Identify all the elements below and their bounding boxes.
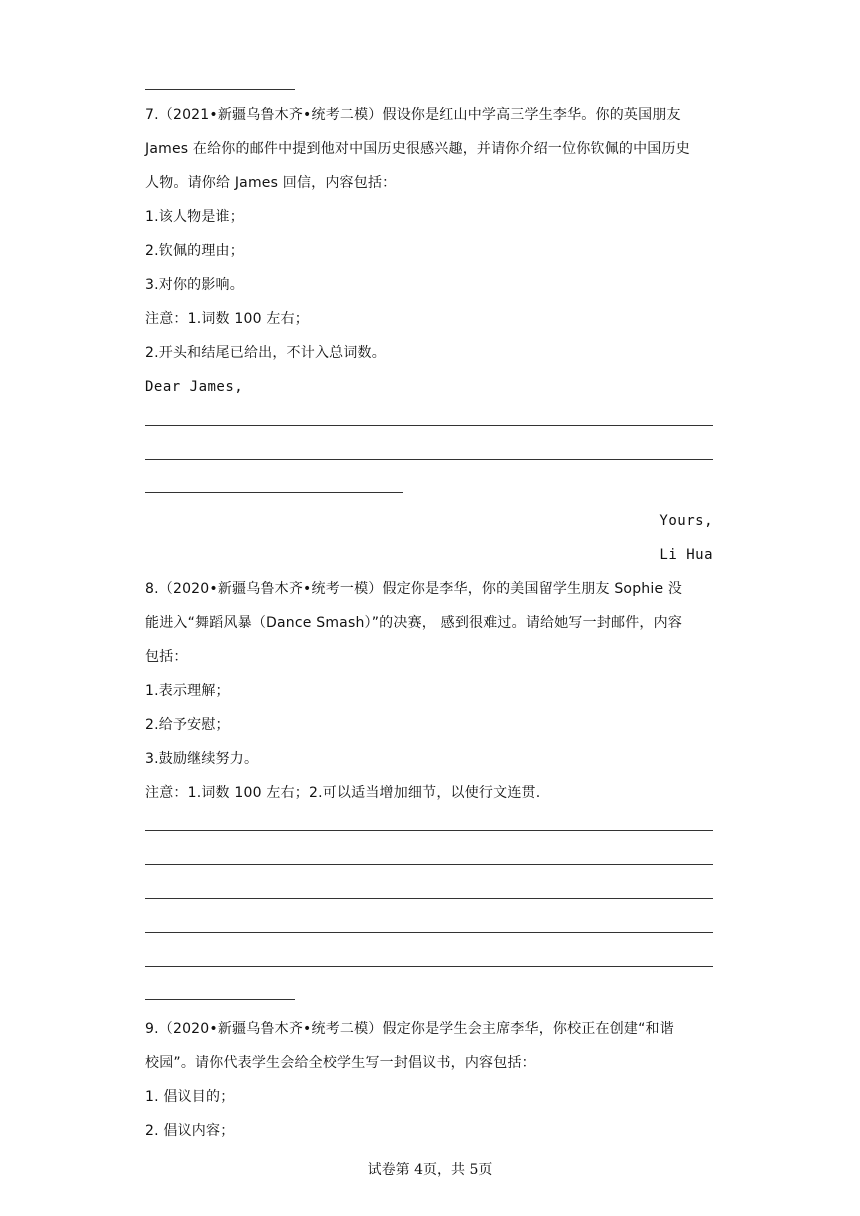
answer-line — [145, 425, 713, 426]
question-9-line-2: 校园”。请你代表学生会给全校学生写一封倡议书，内容包括： — [145, 1055, 536, 1071]
question-7-line-1: 7.（2021•新疆乌鲁木齐•统考二模）假设你是红山中学高三学生李华。你的英国朋友 — [145, 107, 681, 123]
answer-line — [145, 966, 713, 967]
question-8-line-3: 包括： — [145, 649, 188, 665]
answer-line — [145, 492, 403, 493]
question-7-line-2: James 在给你的邮件中提到他对中国历史很感兴趣，并请你介绍一位你钦佩的中国历史 — [145, 141, 690, 157]
question-8-line-6: 3.鼓励继续努力。 — [145, 751, 259, 767]
closing: Yours, — [659, 513, 713, 529]
question-7-line-6: 3.对你的影响。 — [145, 277, 244, 293]
answer-line — [145, 898, 713, 899]
answer-line — [145, 864, 713, 865]
question-8-line-7: 注意：1.词数 100 左右；2.可以适当增加细节，以使行文连贯. — [145, 785, 541, 801]
question-9-line-3: 1. 倡议目的； — [145, 1089, 235, 1105]
question-8-line-4: 1.表示理解； — [145, 683, 230, 699]
answer-line — [145, 459, 713, 460]
question-8-line-2: 能进入“舞蹈风暴（Dance Smash）”的决赛， 感到很难过。请给她写一封邮件，内容 — [145, 615, 683, 631]
question-9-line-4: 2. 倡议内容； — [145, 1123, 235, 1139]
signature: Li Hua — [659, 547, 713, 563]
answer-line — [145, 932, 713, 933]
question-8-line-1: 8.（2020•新疆乌鲁木齐•统考一模）假定你是李华，你的美国留学生朋友 Sophie 没 — [145, 581, 683, 597]
question-7-line-7: 注意：1.词数 100 左右； — [145, 311, 309, 327]
answer-line — [145, 830, 713, 831]
page-footer: 试卷第 4页，共 5页 — [367, 1162, 493, 1178]
question-7-line-8: 2.开头和结尾已给出，不计入总词数。 — [145, 345, 386, 361]
question-7-line-3: 人物。请你给 James 回信，内容包括： — [145, 175, 397, 191]
question-7-line-4: 1.该人物是谁； — [145, 209, 244, 225]
answer-line — [145, 999, 295, 1000]
greeting: Dear James, — [145, 379, 244, 395]
answer-line — [145, 89, 295, 90]
question-7-line-5: 2.钦佩的理由； — [145, 243, 244, 259]
question-9-line-1: 9.（2020•新疆乌鲁木齐•统考二模）假定你是学生会主席李华，你校正在创建“和谐 — [145, 1021, 674, 1037]
question-8-line-5: 2.给予安慰； — [145, 717, 230, 733]
